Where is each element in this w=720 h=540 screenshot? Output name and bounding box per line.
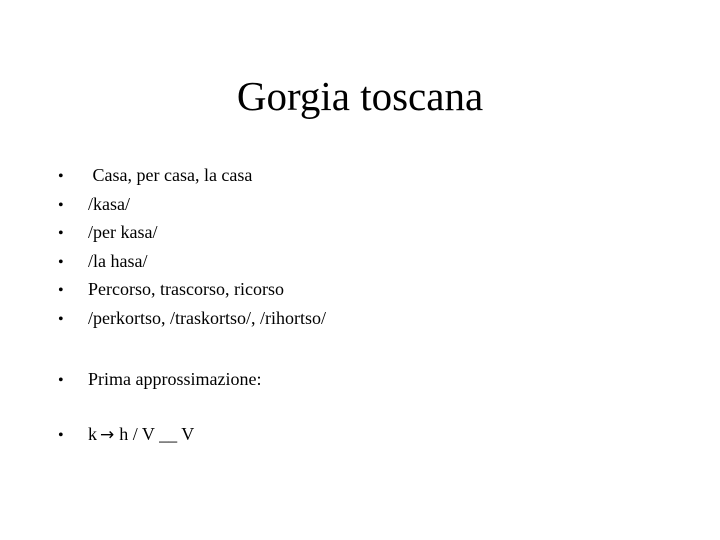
bullet-marker: • xyxy=(58,253,64,271)
list-item xyxy=(58,161,678,190)
rule-item xyxy=(58,420,678,449)
list-item xyxy=(58,365,678,394)
bullet-marker: • xyxy=(58,282,64,300)
bullet-marker: • xyxy=(58,427,64,445)
slide-title: Gorgia toscana xyxy=(236,73,484,119)
bullet-marker: • xyxy=(58,196,64,214)
right-arrow-icon: → xyxy=(100,425,115,446)
bullet-text: /perkortso, /traskortso/, /rihortso/ xyxy=(88,307,326,328)
list-item xyxy=(58,247,678,276)
bullet-marker: • xyxy=(58,310,64,328)
bullet-marker: • xyxy=(58,168,64,185)
rule-target: h / V __ V xyxy=(119,424,195,445)
bullet-list xyxy=(58,161,678,449)
list-item xyxy=(58,218,678,247)
list-item xyxy=(58,304,678,333)
rule-source: k xyxy=(88,424,97,445)
bullet-text: /la hasa/ xyxy=(88,250,148,271)
bullet-marker: • xyxy=(58,225,64,243)
bullet-text: /per kasa/ xyxy=(88,222,158,243)
list-item xyxy=(58,190,678,219)
list-item xyxy=(58,275,678,304)
bullet-text: Prima approssimazione: xyxy=(88,368,262,389)
bullet-text: Casa, per casa, la casa xyxy=(88,165,253,185)
bullet-text: /kasa/ xyxy=(88,193,130,214)
bullet-text: Percorso, trascorso, ricorso xyxy=(88,279,284,300)
bullet-marker: • xyxy=(58,371,64,389)
